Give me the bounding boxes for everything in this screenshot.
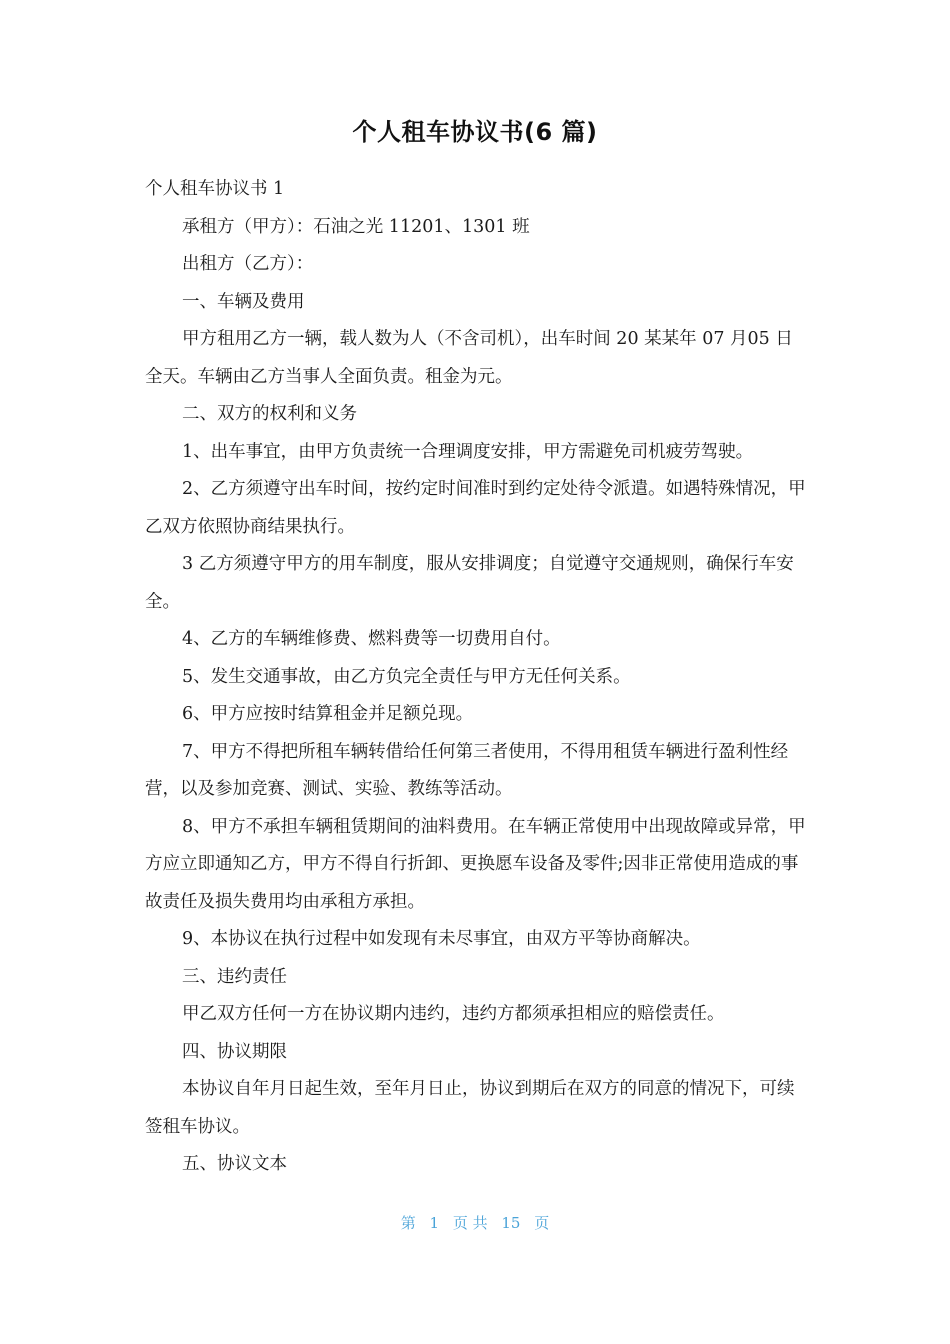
section-heading-2: 二、双方的权利和义务 [182,404,357,424]
page-footer [0,1212,950,1234]
section-heading-4: 四、协议期限 [182,1041,287,1062]
section-heading-5: 五、协议文本 [182,1154,287,1174]
footer-mid: 页 共 [452,1214,488,1232]
paragraph-0: 个人租车协议书 1 [145,179,285,199]
paragraph-4: 甲方租用乙方一辆，载人数为人（不含司机），出车时间 20 某某年 07 月05 日全天。车辆由乙方当事人全面负责。租金为元。 [145,329,793,387]
footer-page-number: 1 [429,1214,440,1232]
clause-5: 5、发生交通事故，由乙方负完全责任与甲方无任何关系。 [182,666,631,687]
document-body [145,171,809,1184]
paragraph-16: 甲乙双方任何一方在协议期内违约，违约方都须承担相应的赔偿责任。 [182,1004,725,1024]
section-heading-3: 三、违约责任 [182,966,287,987]
clause-2: 2、乙方须遵守出车时间，按约定时间准时到约定处待令派遣。如遇特殊情况，甲乙双方依照协商结果执行。 [145,479,806,537]
paragraph-1: 承租方（甲方）：石油之光 11201、1301 班 [182,216,530,237]
clause-9: 9、本协议在执行过程中如发现有未尽事宜，由双方平等协商解决。 [182,929,701,949]
clause-1: 1、出车事宜，由甲方负责统一合理调度安排，甲方需避免司机疲劳驾驶。 [182,441,754,462]
clause-3: 3 乙方须遵守甲方的用车制度，服从安排调度；自觉遵守交通规则，确保行车安全。 [145,554,794,612]
clause-6: 6、甲方应按时结算租金并足额兑现。 [182,704,474,724]
clause-4: 4、乙方的车辆维修费、燃料费等一切费用自付。 [182,629,561,649]
paragraph-2: 出租方（乙方）： [182,254,314,274]
document-title: 个人租车协议书(6 篇) [352,118,598,146]
paragraph-18: 本协议自年月日起生效，至年月日止，协议到期后在双方的同意的情况下，可续签租车协议。 [145,1079,795,1137]
clause-8: 8、甲方不承担车辆租赁期间的油料费用。在车辆正常使用中出现故障或异常，甲方应立即通知乙方，甲方不得自行折卸、更换愿车设备及零件;因非正常使用造成的事故责任及损失费用均由承租方承担。 [145,816,806,912]
section-heading-1: 一、车辆及费用 [182,291,305,312]
footer-total-pages: 15 [501,1214,521,1232]
footer-prefix: 第 [400,1214,416,1232]
clause-7: 7、甲方不得把所租车辆转借给任何第三者使用，不得用租赁车辆进行盈利性经营，以及参加竞赛、测试、实验、教练等活动。 [145,741,789,799]
footer-suffix: 页 [534,1214,550,1232]
